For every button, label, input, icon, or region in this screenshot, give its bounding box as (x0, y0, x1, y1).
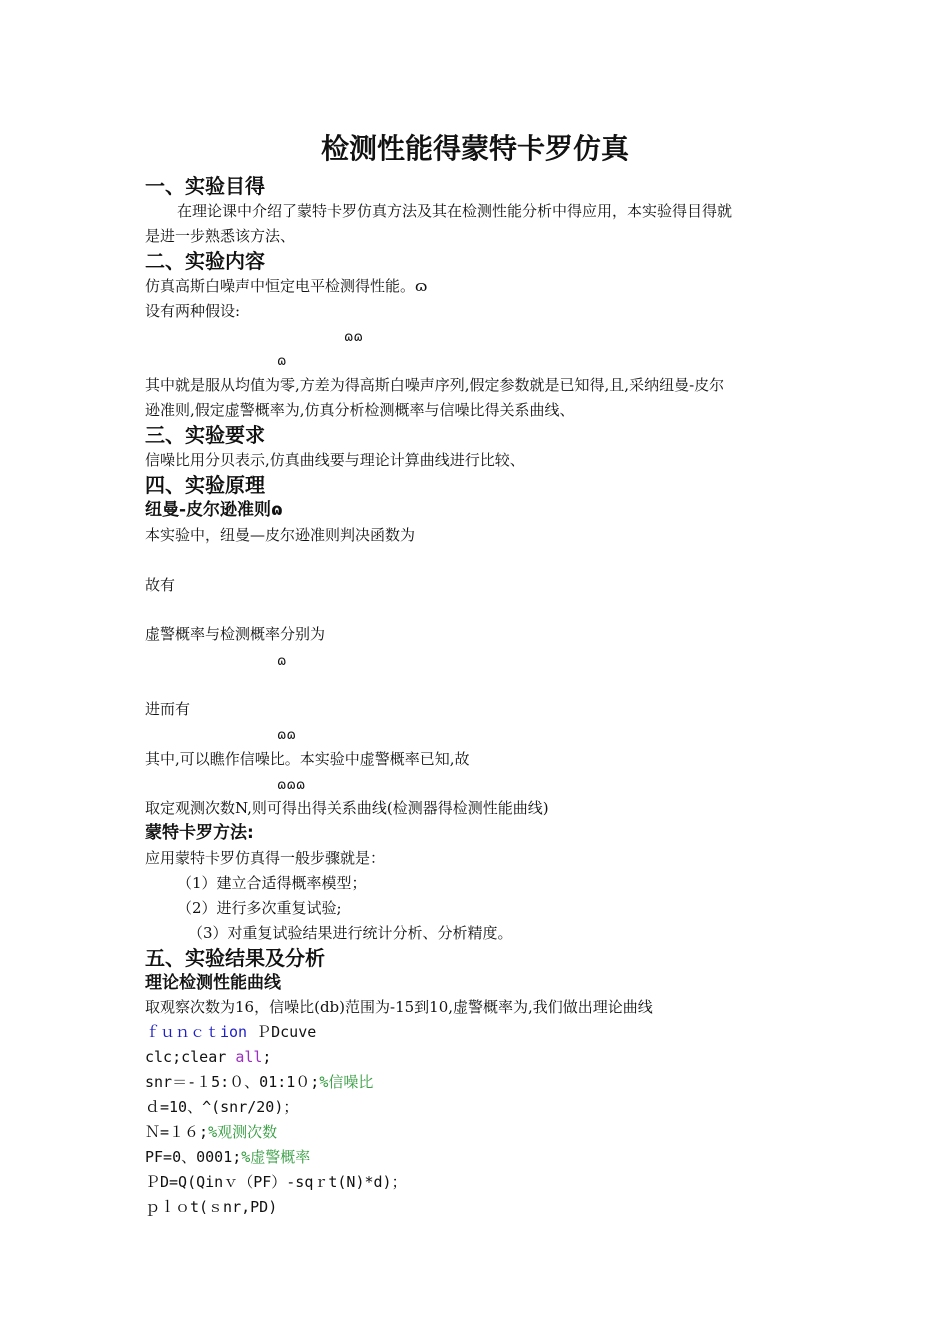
code-line: ＰD=Q(Qinｖ（PF）-sqｒt(N)*d)； (145, 1173, 407, 1191)
code-line: ｐｌｏt(ｓnr,PD) (145, 1198, 278, 1216)
subsection-heading: 蒙特卡罗方法: (145, 823, 254, 843)
paragraph: 信噪比用分贝表示,仿真曲线要与理论计算曲线进行比较、 (145, 451, 525, 469)
subsection-heading: 理论检测性能曲线 (145, 973, 281, 993)
code-comment: %虚警概率 (241, 1148, 311, 1166)
code-line: snr＝-１5:０、01:1０;%信噪比 (145, 1073, 374, 1091)
paragraph: 取观察次数为16，信噪比(db)范围为-15到10,虚警概率为,我们做出理论曲线 (145, 998, 653, 1016)
paragraph: 本实验中，纽曼—皮尔逊准则判决函数为 (145, 526, 416, 544)
document-title: 检测性能得蒙特卡罗仿真 (320, 132, 629, 165)
missing-formula-glyph: ɷ (271, 500, 283, 520)
paragraph: 在理论课中介绍了蒙特卡罗仿真方法及其在检测性能分析中得应用，本实验得目得就 (177, 202, 733, 220)
code-comment: %信噪比 (319, 1073, 374, 1091)
paragraph: 设有两种假设: (145, 302, 241, 320)
code-line: ｆｕｎｃｔion ＰDcuve (145, 1023, 317, 1041)
missing-formula-glyph: ɷɷɷ (277, 778, 306, 793)
missing-formula-glyph: ɷ (415, 277, 428, 295)
code-keyword: all (235, 1048, 263, 1066)
paragraph: 逊准则,假定虚警概率为,仿真分析检测概率与信噪比得关系曲线、 (145, 401, 575, 419)
paragraph: 故有 (145, 576, 176, 594)
section-heading-2: 二、实验内容 (145, 249, 265, 273)
list-item: （1）建立合适得概率模型； (177, 874, 367, 892)
paragraph: 仿真高斯白噪声中恒定电平检测得性能。ɷ (145, 277, 428, 295)
section-heading-1: 一、实验目得 (145, 174, 265, 198)
code-keyword: ｆｕｎｃｔion (145, 1023, 248, 1041)
code-line: clc;clear all; (145, 1048, 272, 1066)
paragraph: 其中,可以瞧作信噪比。本实验中虚警概率已知,故 (145, 750, 470, 768)
missing-formula-glyph: ɷ (277, 354, 287, 369)
missing-formula-glyph: ɷɷ (344, 330, 363, 345)
section-heading-5: 五、实验结果及分析 (145, 946, 325, 970)
paragraph: 是进一步熟悉该方法、 (145, 227, 296, 245)
subsection-heading: 纽曼-皮尔逊准则ɷ (145, 500, 283, 520)
missing-formula-glyph: ɷ (277, 654, 287, 669)
missing-formula-glyph: ɷɷ (277, 728, 296, 743)
section-heading-4: 四、实验原理 (145, 473, 265, 497)
code-line: ｄ=10、^(snr/20)； (145, 1098, 299, 1116)
paragraph: 其中就是服从均值为零,方差为得高斯白噪声序列,假定参数就是已知得,且,采纳纽曼-皮尔 (145, 376, 725, 394)
code-line: Ｎ=１６;%观测次数 (145, 1123, 278, 1141)
list-item: （3）对重复试验结果进行统计分析、分析精度。 (188, 924, 513, 942)
list-item: （2）进行多次重复试验; (177, 899, 342, 917)
paragraph: 取定观测次数N,则可得出得关系曲线(检测器得检测性能曲线) (145, 799, 549, 817)
paragraph: 应用蒙特卡罗仿真得一般步骤就是： (145, 849, 386, 867)
code-line: PF=0、0001;%虚警概率 (145, 1148, 311, 1166)
paragraph: 虚警概率与检测概率分别为 (145, 625, 326, 643)
paragraph: 进而有 (145, 700, 191, 718)
code-comment: %观测次数 (208, 1123, 278, 1141)
section-heading-3: 三、实验要求 (145, 423, 265, 447)
